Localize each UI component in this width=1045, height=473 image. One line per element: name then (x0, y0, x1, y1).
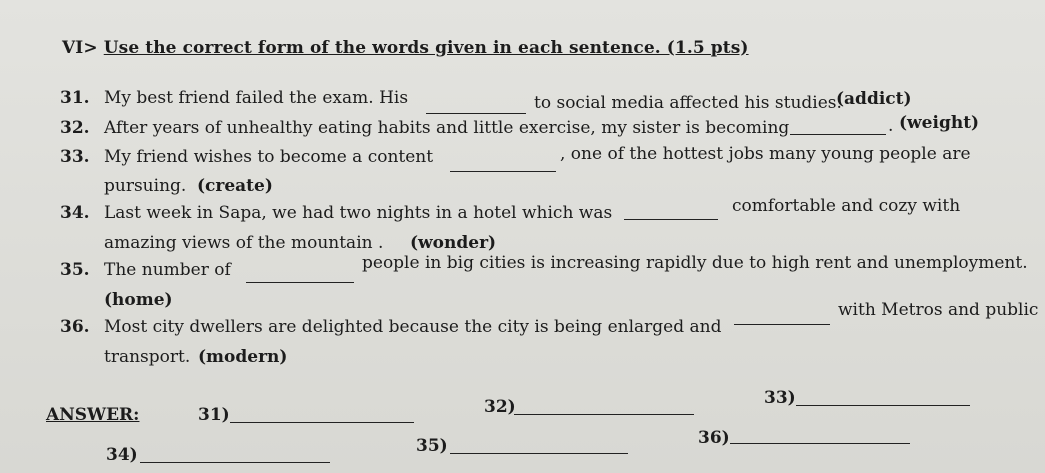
question-number: 31. (60, 88, 90, 108)
answer-number: 32) (484, 397, 516, 417)
word-hint: (create) (197, 176, 273, 196)
answer-blank[interactable] (790, 134, 886, 135)
question-text: The number of (104, 260, 231, 280)
answer-blank-31[interactable] (230, 422, 414, 423)
question-number: 36. (60, 317, 90, 337)
answer-blank[interactable] (426, 113, 526, 114)
question-number: 33. (60, 147, 90, 167)
question-number: 34. (60, 203, 90, 223)
question-text-line2: amazing views of the mountain . (104, 233, 384, 253)
word-hint: (wonder) (410, 233, 497, 253)
answer-number: 35) (416, 436, 448, 456)
answer-number: 31) (198, 405, 230, 425)
word-hint: (home) (104, 290, 173, 310)
section-heading (62, 38, 749, 58)
answer-blank[interactable] (734, 324, 830, 325)
question-text-cont: with Metros and public (838, 300, 1039, 320)
answer-blank[interactable] (246, 282, 354, 283)
question-text-cont: to social media affected his studies. (534, 93, 842, 113)
question-text: My best friend failed the exam. His (104, 88, 409, 108)
word-hint: (weight) (899, 113, 980, 133)
question-text: After years of unhealthy eating habits and little exercise, my sister is becoming (104, 118, 790, 138)
question-number: 35. (60, 260, 90, 280)
answer-blank-32[interactable] (514, 414, 694, 415)
question-text: Most city dwellers are delighted because the city is being enlarged and (104, 317, 722, 337)
answer-number: 33) (764, 388, 796, 408)
question-text-cont: , one of the hottest jobs many young people are (560, 144, 971, 164)
question-text-cont: . (888, 116, 894, 136)
answer-number: 36) (698, 428, 730, 448)
answer-blank[interactable] (450, 171, 556, 172)
word-hint: (addict) (836, 89, 912, 109)
answer-blank-34[interactable] (140, 462, 330, 463)
section-number: VI> (62, 38, 98, 58)
section-instructions: Use the correct form of the words given in each sentence. (1.5 pts) (103, 38, 749, 58)
answer-blank-33[interactable] (796, 405, 970, 406)
answer-number: 34) (106, 445, 138, 465)
answer-blank-36[interactable] (730, 443, 910, 444)
question-number: 32. (60, 118, 90, 138)
word-hint: (modern) (198, 347, 288, 367)
question-text-line2: transport. (104, 347, 191, 367)
question-text: Last week in Sapa, we had two nights in a hotel which was (104, 203, 613, 223)
question-text-cont: comfortable and cozy with (732, 196, 961, 216)
answer-label: ANSWER: (46, 405, 140, 425)
question-text-cont: people in big cities is increasing rapidly due to high rent and unemployment. (362, 253, 1028, 273)
answer-blank[interactable] (624, 219, 718, 220)
answer-blank-35[interactable] (450, 453, 628, 454)
question-text: My friend wishes to become a content (104, 147, 434, 167)
question-text-line2: pursuing. (104, 176, 187, 196)
